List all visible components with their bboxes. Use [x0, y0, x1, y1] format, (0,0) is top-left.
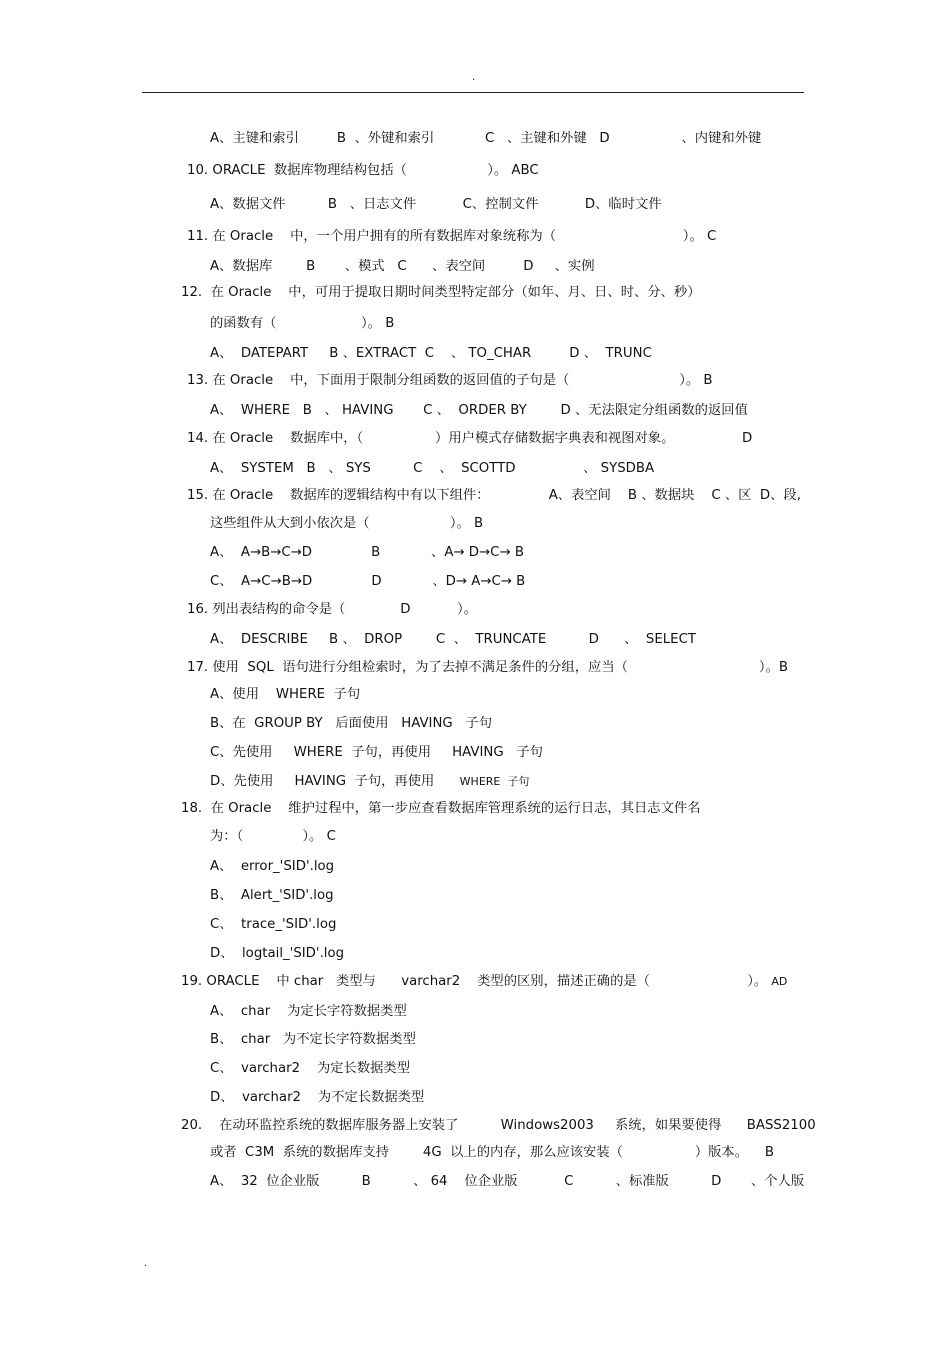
q20-question: 20. 在动环监控系统的数据库服务器上安装了 Windows2003 系统，如果要使得 BASS2100 [181, 1118, 816, 1133]
q17-option-d-tail: WHERE 子句 [459, 775, 530, 788]
q19-question-text: 19. ORACLE 中 char 类型与 varchar2 类型的区别，描述正确的是（ ）。 [181, 974, 772, 989]
q12-question-cont: 的函数有（ ）。 B [210, 316, 395, 331]
q15-question-cont: 这些组件从大到小依次是（ ）。 B [210, 516, 484, 531]
q19-answer: AD [771, 975, 788, 988]
q16-question: 16. 列出表结构的命令是（ D ）。 [187, 602, 477, 617]
q10-options: A、数据文件 B 、日志文件 C、控制文件 D、临时文件 [210, 197, 662, 212]
q18-option-b: B、 Alert_'SID'.log [210, 888, 334, 903]
q20-question-cont: 或者 C3M 系统的数据库支持 4G 以上的内存，那么应该安装（ ）版本。 B [210, 1145, 775, 1160]
q18-option-d: D、 logtail_'SID'.log [210, 946, 345, 961]
q11-question: 11. 在 Oracle 中，一个用户拥有的所有数据库对象统称为（ ）。 C [187, 229, 717, 244]
q15-question: 15. 在 Oracle 数据库的逻辑结构中有以下组件： A、表空间 B 、数据块 C 、区 D、段, [187, 488, 801, 503]
q13-question: 13. 在 Oracle 中，下面用于限制分组函数的返回值的子句是（ ）。 B [187, 373, 713, 388]
q17-option-b: B、在 GROUP BY 后面使用 HAVING 子句 [210, 716, 493, 731]
q18-option-c: C、 trace_'SID'.log [210, 917, 337, 932]
q12-question: 12. 在 Oracle 中，可用于提取日期时间类型特定部分（如年、月、日、时、分、秒） [181, 285, 701, 300]
q9-options: A、主键和索引 B 、外键和索引 C 、主键和外键 D 、内键和外键 [210, 131, 762, 146]
q14-options: A、 SYSTEM B 、 SYS C 、 SCOTTD 、 SYSDBA [210, 461, 655, 476]
q20-options: A、 32 位企业版 B 、 64 位企业版 C 、标准版 D 、个人版 [210, 1174, 805, 1189]
q10-question: 10. ORACLE 数据库物理结构包括（ ）。 ABC [187, 163, 539, 178]
q17-question: 17. 使用 SQL 语句进行分组检索时，为了去掉不满足条件的分组，应当（ ）。B [187, 660, 788, 675]
q16-options: A、 DESCRIBE B 、 DROP C 、 TRUNCATE D 、 SELECT [210, 632, 696, 647]
header-rule [142, 92, 804, 93]
q18-question: 18. 在 Oracle 维护过程中，第一步应查看数据库管理系统的运行日志，其日志文件名 [181, 801, 701, 816]
q19-question [181, 973, 787, 990]
q19-option-d: D、 varchar2 为不定长数据类型 [210, 1090, 425, 1105]
q17-option-c: C、先使用 WHERE 子句，再使用 HAVING 子句 [210, 745, 543, 760]
q15-options-ab: A、 A→B→C→D B 、A→ D→C→ B [210, 545, 524, 560]
q15-options-cd: C、 A→C→B→D D 、D→ A→C→ B [210, 574, 526, 589]
q19-option-c: C、 varchar2 为定长数据类型 [210, 1061, 411, 1076]
q14-question: 14. 在 Oracle 数据库中，（ ）用户模式存储数据字典表和视图对象。 D [187, 431, 753, 446]
q11-options: A、数据库 B 、模式 C 、表空间 D 、实例 [210, 259, 595, 274]
footer-mark: . [144, 1258, 148, 1269]
header-mark: . [472, 72, 476, 83]
q19-option-a: A、 char 为定长字符数据类型 [210, 1004, 407, 1019]
q12-options: A、 DATEPART B 、EXTRACT C 、 TO_CHAR D 、 TRUNC [210, 346, 652, 361]
q13-options: A、 WHERE B 、 HAVING C 、 ORDER BY D 、无法限定分组函数的返回值 [210, 403, 748, 418]
q17-option-d [210, 773, 529, 790]
q19-option-b: B、 char 为不定长字符数据类型 [210, 1032, 416, 1047]
q18-question-cont: 为：（ ）。 C [210, 829, 336, 844]
q17-option-d-text: D、先使用 HAVING 子句，再使用 [210, 774, 460, 789]
q17-option-a: A、使用 WHERE 子句 [210, 687, 361, 702]
q18-option-a: A、 error_'SID'.log [210, 859, 335, 874]
